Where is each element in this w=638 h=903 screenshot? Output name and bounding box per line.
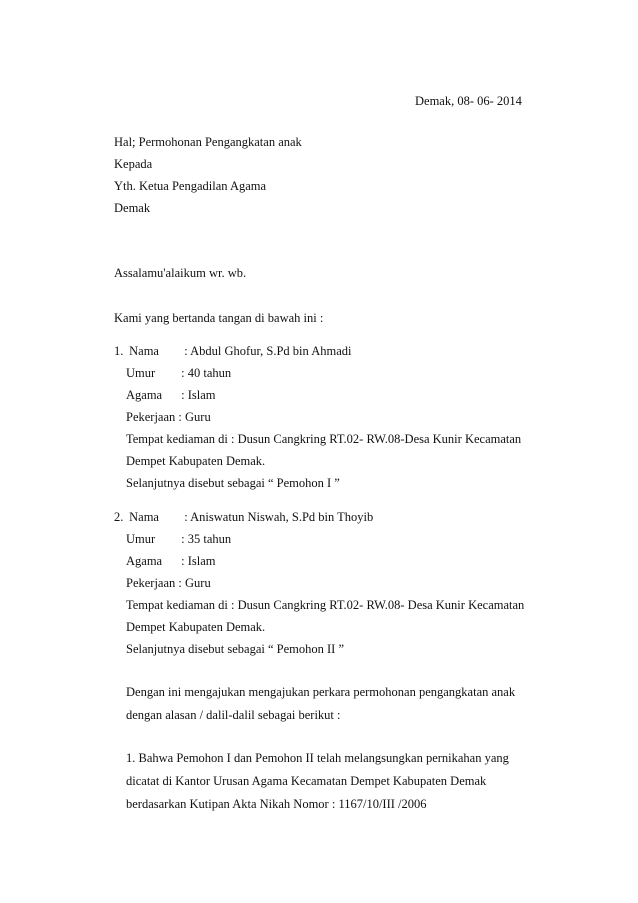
petitioner-1-address-line2: Dempet Kabupaten Demak. — [126, 454, 266, 468]
point-1-line1: 1. Bahwa Pemohon I dan Pemohon II telah melangsungkan pernikahan yang — [126, 751, 509, 765]
petitioner-2-address-line2: Dempet Kabupaten Demak. — [126, 620, 266, 634]
umur-value: : 40 tahun — [181, 366, 232, 380]
body-paragraph-line2: dengan alasan / dalil-dalil sebagai berikut : — [126, 708, 341, 722]
body-paragraph-line1: Dengan ini mengajukan mengajukan perkara permohonan pengangkatan anak — [126, 685, 516, 699]
nama-value: : Aniswatun Niswah, S.Pd bin Thoyib — [184, 510, 374, 524]
umur-label: Umur — [126, 532, 156, 546]
agama-label: Agama — [126, 554, 163, 568]
letter-subject: Hal; Permohonan Pengangkatan anak — [114, 135, 302, 149]
point-1-line3: berdasarkan Kutipan Akta Nikah Nomor : 1167/10/III /2006 — [126, 797, 427, 811]
recipient-city: Demak — [114, 201, 151, 215]
petitioner-number: 2. — [114, 510, 124, 524]
letter-date: Demak, 08- 06- 2014 — [415, 94, 522, 108]
petitioner-2-address-line1: Tempat kediaman di : Dusun Cangkring RT.02- RW.08- Desa Kunir Kecamatan — [126, 598, 525, 612]
petitioner-1-name-row — [114, 343, 351, 359]
petitioner-1-referred-as: Selanjutnya disebut sebagai “ Pemohon I ” — [126, 476, 340, 490]
petitioner-1-occupation: Pekerjaan : Guru — [126, 410, 211, 424]
petitioner-1-address-line1: Tempat kediaman di : Dusun Cangkring RT.02- RW.08-Desa Kunir Kecamatan — [126, 432, 522, 446]
umur-label: Umur — [126, 366, 156, 380]
petitioner-2-occupation: Pekerjaan : Guru — [126, 576, 211, 590]
to-label: Kepada — [114, 157, 153, 171]
petitioner-2-name-row — [114, 509, 373, 525]
nama-label: Nama — [129, 344, 159, 358]
petitioner-2-age-row — [126, 531, 231, 547]
greeting: Assalamu'alaikum wr. wb. — [114, 266, 247, 280]
point-1-line2: dicatat di Kantor Urusan Agama Kecamatan Dempet Kabupaten Demak — [126, 774, 487, 788]
petitioner-1-age-row — [126, 365, 231, 381]
agama-value: : Islam — [181, 388, 216, 402]
nama-label: Nama — [129, 510, 159, 524]
recipient: Yth. Ketua Pengadilan Agama — [114, 179, 267, 193]
petitioner-2-religion-row — [126, 553, 216, 569]
nama-value: : Abdul Ghofur, S.Pd bin Ahmadi — [184, 344, 352, 358]
umur-value: : 35 tahun — [181, 532, 232, 546]
petitioner-2-referred-as: Selanjutnya disebut sebagai “ Pemohon II ” — [126, 642, 344, 656]
petitioner-number: 1. — [114, 344, 124, 358]
intro-line: Kami yang bertanda tangan di bawah ini : — [114, 311, 324, 325]
agama-label: Agama — [126, 388, 163, 402]
petitioner-1-religion-row — [126, 387, 216, 403]
agama-value: : Islam — [181, 554, 216, 568]
